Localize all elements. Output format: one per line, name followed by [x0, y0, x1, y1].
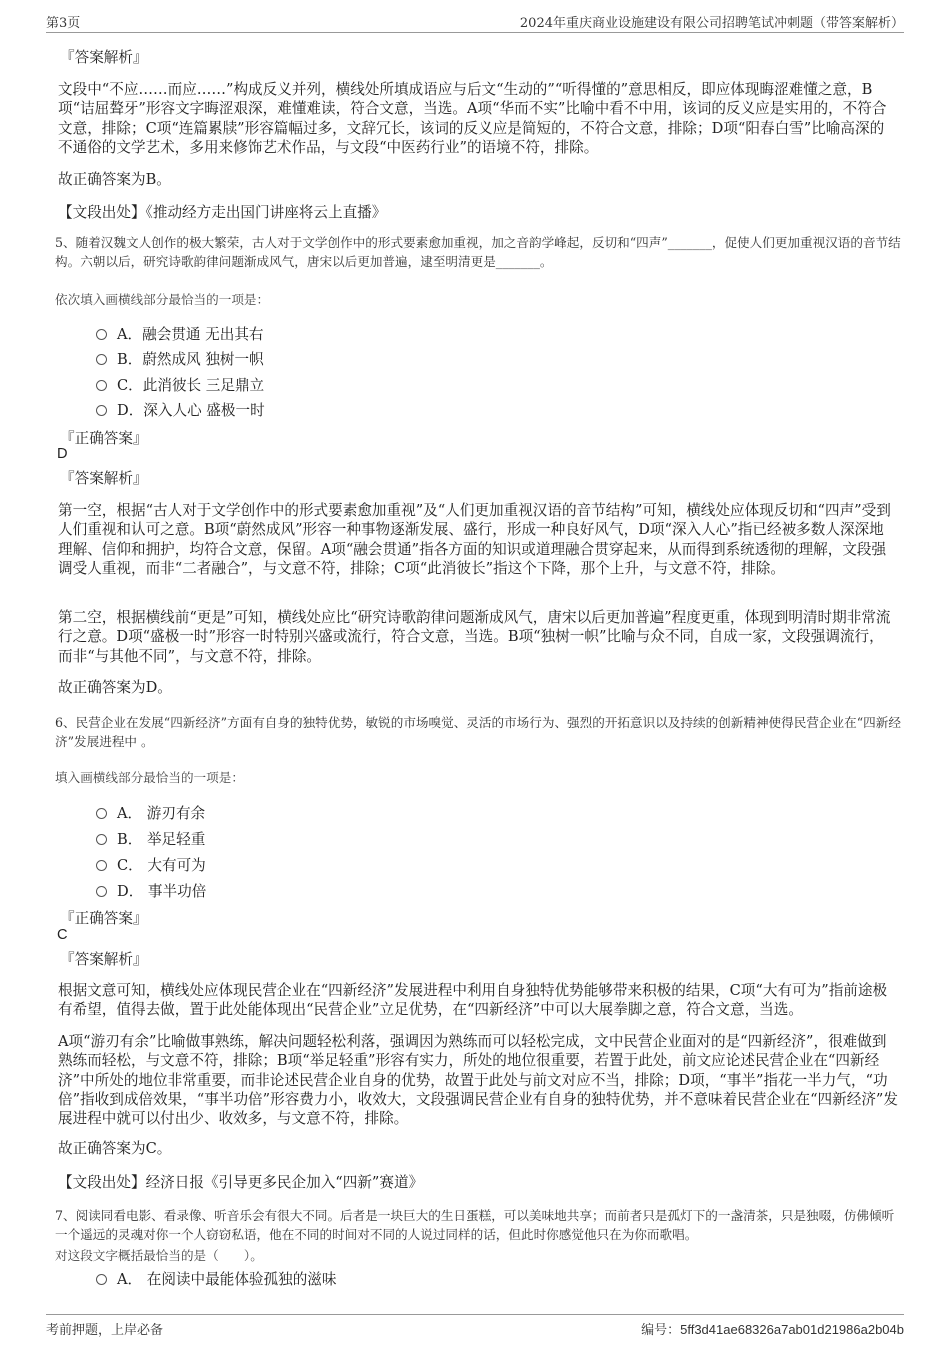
q5-analysis-2: 第二空，根据横线前“更是”可知，横线处应比“研究诗歌韵律问题渐成风气，唐宋以后更加普遍”程度更重，体现到明清时期非常流行之意。D项“盛极一时”形容一时特别兴盛或流行，符合文意，当选。B项“独树一帜”比喻与众不同，自成一家，文段强调流行，而非“与其他不同”，与文意不符，排除。 — [58, 609, 891, 665]
analysis-label: 『答案解析』 — [60, 951, 148, 968]
q5-option-a[interactable]: A．融会贯通 无出其右 — [96, 323, 264, 343]
q4-source: 【文段出处】《推动经方走出国门讲座将云上直播》 — [58, 204, 387, 221]
q6-prompt: 填入画横线部分最恰当的一项是： — [55, 770, 244, 785]
q6-option-d[interactable]: D． 事半功倍 — [96, 880, 206, 900]
q7-option-a[interactable]: A． 在阅读中最能体验孤独的滋味 — [96, 1268, 337, 1288]
q5-conclusion: 故正确答案为D。 — [58, 679, 172, 696]
q7-stem: 7、阅读同看电影、看录像、听音乐会有很大不同。后者是一块巨大的生日蛋糕，可以美味地共享；而前者只是孤灯下的一盏清茶，只是独啜，仿佛倾听一个遥远的灵魂对你一个人窃窃私语，他在不同的时间对不同的人说过同样的话，但此时你感觉他只在为你而歌唱。 — [55, 1208, 895, 1242]
q5-stem: 5、随着汉魏文人创作的极大繁荣，古人对于文学创作中的形式要素愈加重视，加之音韵学峰起，反切和“四声”_______，促使人们更加重视汉语的音节结构。六朝以后，研究诗歌韵律问题渐成风气，唐宋以后更加普遍，逮至明清更是_______。 — [55, 235, 901, 269]
document-id-label: 编号： — [641, 1323, 681, 1338]
q5-option-b[interactable]: B．蔚然成风 独树一帜 — [96, 348, 264, 368]
radio-icon[interactable] — [96, 354, 107, 365]
radio-icon[interactable] — [96, 886, 107, 897]
document-title: 2024年重庆商业设施建设有限公司招聘笔试冲刺题（带答案解析） — [519, 16, 904, 31]
q5-analysis-1: 第一空，根据“古人对于文学创作中的形式要素愈加重视”及“人们更加重视汉语的音节结构”可知，横线处应体现反切和“四声”受到人们重视和认可之意。B项“蔚然成风”形容一种事物逐渐发展、盛行，形成一种良好风气，D项“深入人心”指已经被多数人深深地理解、信仰和拥护，均符合文意，保留。A项“融会贯通”指各方面的知识或道理融合贯穿起来，从而得到系统透彻的理解，文段强调受人重视，而非“二者融合”，与文意不符，排除；C项“此消彼长”指这个下降，那个上升，与文意不符，排除。 — [58, 502, 891, 577]
correct-label: 『正确答案』 — [60, 910, 148, 927]
document-id-code: 5ff3d41ae68326a7ab01d21986a2b04b — [680, 1322, 904, 1337]
q5-prompt: 依次填入画横线部分最恰当的一项是： — [55, 292, 270, 307]
analysis-label: 『答案解析』 — [60, 49, 148, 66]
q4-conclusion: 故正确答案为B。 — [58, 171, 171, 188]
radio-icon[interactable] — [96, 860, 107, 871]
footer-slogan: 考前押题，上岸必备 — [46, 1323, 164, 1338]
radio-icon[interactable] — [96, 405, 107, 416]
radio-icon[interactable] — [96, 380, 107, 391]
radio-icon[interactable] — [96, 808, 107, 819]
radio-icon[interactable] — [96, 1274, 107, 1285]
q6-stem: 6、民营企业在发展“四新经济”方面有自身的独特优势，敏锐的市场嗅觉、灵活的市场行为、强烈的开拓意识以及持续的创新精神使得民营企业在“四新经济”发展进程中 。 — [55, 715, 901, 749]
q4-analysis: 文段中“不应……而应……”构成反义并列，横线处所填成语应与后文“生动的”“听得懂的”意思相反，即应体现晦涩难懂之意，B项“诘屈聱牙”形容文字晦涩艰深，难懂难读，符合文意，当选。A项“华而不实”比喻中看不中用，该词的反义应是实用的，不符合文意，排除；C项“连篇累牍”形容篇幅过多，文辞冗长，该词的反义应是简短的，不符合文意，排除；D项“阳春白雪”比喻高深的不通俗的文学艺术，多用来修饰艺术作品，与文段“中医药行业”的语境不符，排除。 — [58, 81, 887, 156]
q7-prompt: 对这段文字概括最恰当的是（ ）。 — [55, 1248, 263, 1263]
q5-option-d[interactable]: D．深入人心 盛极一时 — [96, 399, 265, 419]
q6-option-a[interactable]: A． 游刃有余 — [96, 802, 205, 822]
q6-analysis-2: A项“游刃有余”比喻做事熟练，解决问题轻松利落，强调因为熟练而可以轻松完成，文中民营企业面对的是“四新经济”，很难做到熟练而轻松，与文意不符，排除；B项“举足轻重”形容有实力，所处的地位很重要，若置于此处，前文应论述民营企业在“四新经济”中所处的地位非常重要，而非论述民营企业自身的优势，故置于此处与前文对应不当，排除；D项，“事半”指花一半力气，“功倍”指收到成倍效果，“事半功倍”形容费力小，收效大，文段强调民营企业有自身的独特优势，并不意味着民营企业在“四新经济”发展进程中就可以付出少、收效多，与文意不符，排除。 — [58, 1033, 898, 1128]
page-header — [46, 10, 904, 33]
analysis-label: 『答案解析』 — [60, 470, 148, 487]
radio-icon[interactable] — [96, 834, 107, 845]
q6-conclusion: 故正确答案为C。 — [58, 1140, 172, 1157]
correct-label: 『正确答案』 — [60, 430, 148, 447]
q6-option-c[interactable]: C． 大有可为 — [96, 854, 206, 874]
page-number: 第3页 — [46, 16, 81, 31]
q5-option-c[interactable]: C．此消彼长 三足鼎立 — [96, 374, 264, 394]
page-footer — [46, 1314, 904, 1337]
q6-analysis-1: 根据文意可知，横线处应体现民营企业在“四新经济”发展进程中利用自身独特优势能够带来积极的结果，C项“大有可为”指前途极有希望，值得去做，置于此处能体现出“民营企业”立足优势，在“四新经济”中可以大展拳脚之意，符合文意，当选。 — [58, 982, 888, 1019]
q6-answer: C — [57, 927, 68, 943]
q5-answer: D — [57, 446, 68, 462]
document-id — [641, 1319, 904, 1338]
q6-source: 【文段出处】经济日报《引导更多民企加入“四新”赛道》 — [58, 1174, 424, 1191]
radio-icon[interactable] — [96, 329, 107, 340]
q6-option-b[interactable]: B． 举足轻重 — [96, 828, 205, 848]
